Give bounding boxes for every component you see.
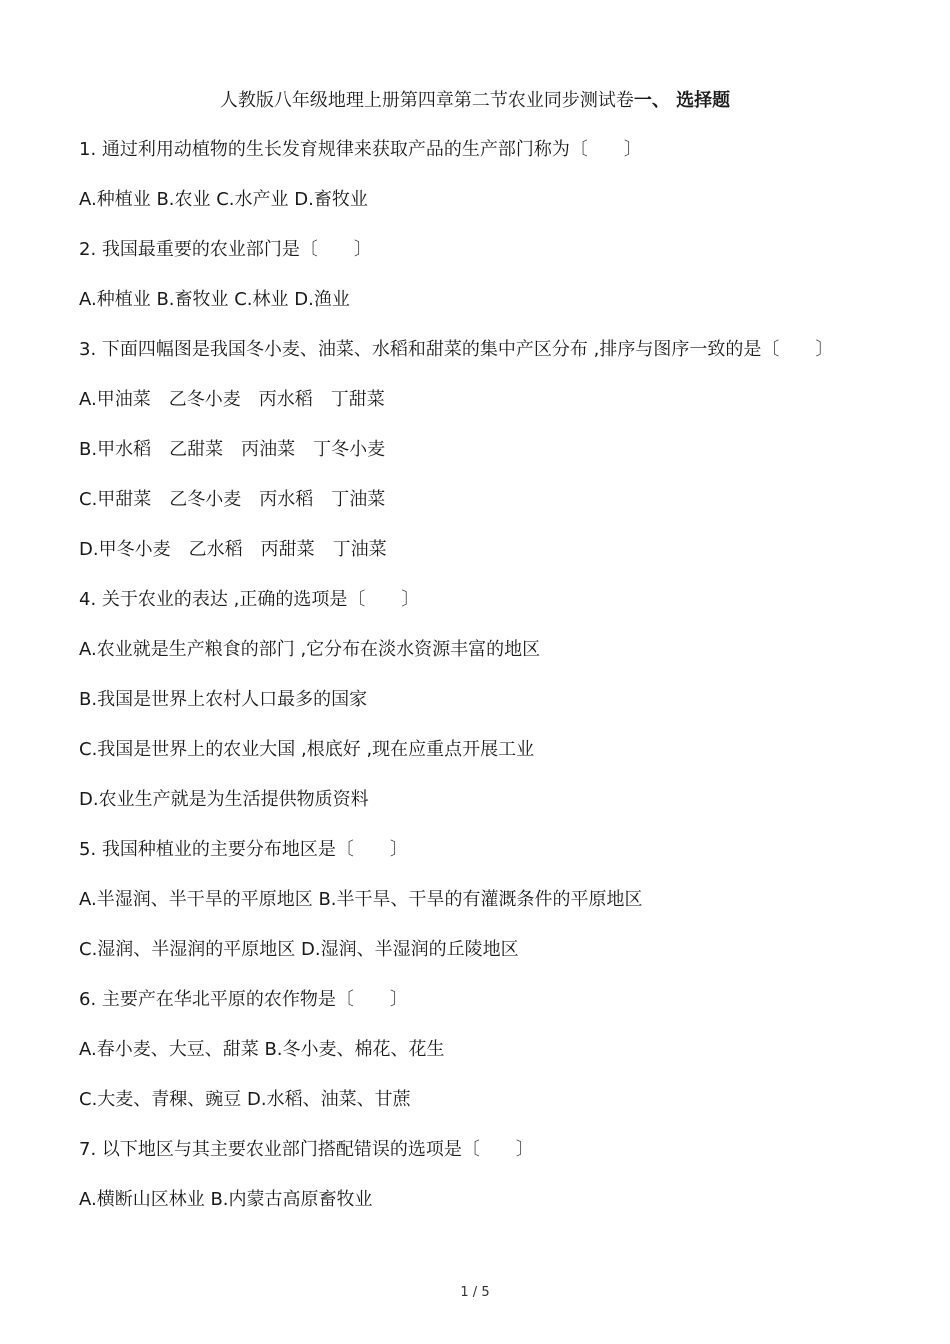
title-main: 人教版八年级地理上册第四章第二节农业同步测试卷: [219, 90, 634, 111]
answer-option: D.甲冬小麦 乙水稻 丙甜菜 丁油菜: [79, 539, 387, 560]
answer-option: A.甲油菜 乙冬小麦 丙水稻 丁甜菜: [79, 389, 385, 410]
question-list: [79, 137, 929, 1237]
question-line: 1. 通过利用动植物的生长发育规律来获取产品的生产部门称为〔 〕: [79, 139, 642, 160]
answer-option: B.甲水稻 乙甜菜 丙油菜 丁冬小麦: [79, 439, 386, 460]
answer-option: C.我国是世界上的农业大国 ,根底好 ,现在应重点开展工业: [79, 739, 535, 760]
answer-option: D.农业生产就是为生活提供物质资料: [79, 789, 369, 810]
question-line: 5. 我国种植业的主要分布地区是〔 〕: [79, 839, 408, 860]
question-line: 6. 主要产在华北平原的农作物是〔 〕: [79, 989, 408, 1010]
answer-options: A.横断山区林业 B.内蒙古高原畜牧业: [79, 1189, 373, 1210]
page-number: 1 / 5: [460, 1285, 490, 1300]
document-title: [0, 88, 950, 114]
question-line: 4. 关于农业的表达 ,正确的选项是〔 〕: [79, 589, 420, 610]
answer-options: A.种植业 B.畜牧业 C.林业 D.渔业: [79, 289, 350, 310]
question-line: 3. 下面四幅图是我国冬小麦、油菜、水稻和甜菜的集中产区分布 ,排序与图序一致的是〔 〕: [79, 339, 834, 360]
answer-options: C.湿润、半湿润的平原地区 D.湿润、半湿润的丘陵地区: [79, 939, 519, 960]
answer-options: A.半湿润、半干旱的平原地区 B.半干旱、干旱的有灌溉条件的平原地区: [79, 889, 643, 910]
answer-option: C.甲甜菜 乙冬小麦 丙水稻 丁油菜: [79, 489, 386, 510]
section-heading: 一、 选择题: [633, 90, 731, 111]
answer-options: A.种植业 B.农业 C.水产业 D.畜牧业: [79, 189, 368, 210]
answer-option: A.农业就是生产粮食的部门 ,它分布在淡水资源丰富的地区: [79, 639, 541, 660]
answer-options: A.春小麦、大豆、甜菜 B.冬小麦、棉花、花生: [79, 1039, 445, 1060]
answer-options: C.大麦、青稞、豌豆 D.水稻、油菜、甘蔗: [79, 1089, 411, 1110]
question-line: 7. 以下地区与其主要农业部门搭配错误的选项是〔 〕: [79, 1139, 534, 1160]
question-line: 2. 我国最重要的农业部门是〔 〕: [79, 239, 372, 260]
answer-option: B.我国是世界上农村人口最多的国家: [79, 689, 368, 710]
